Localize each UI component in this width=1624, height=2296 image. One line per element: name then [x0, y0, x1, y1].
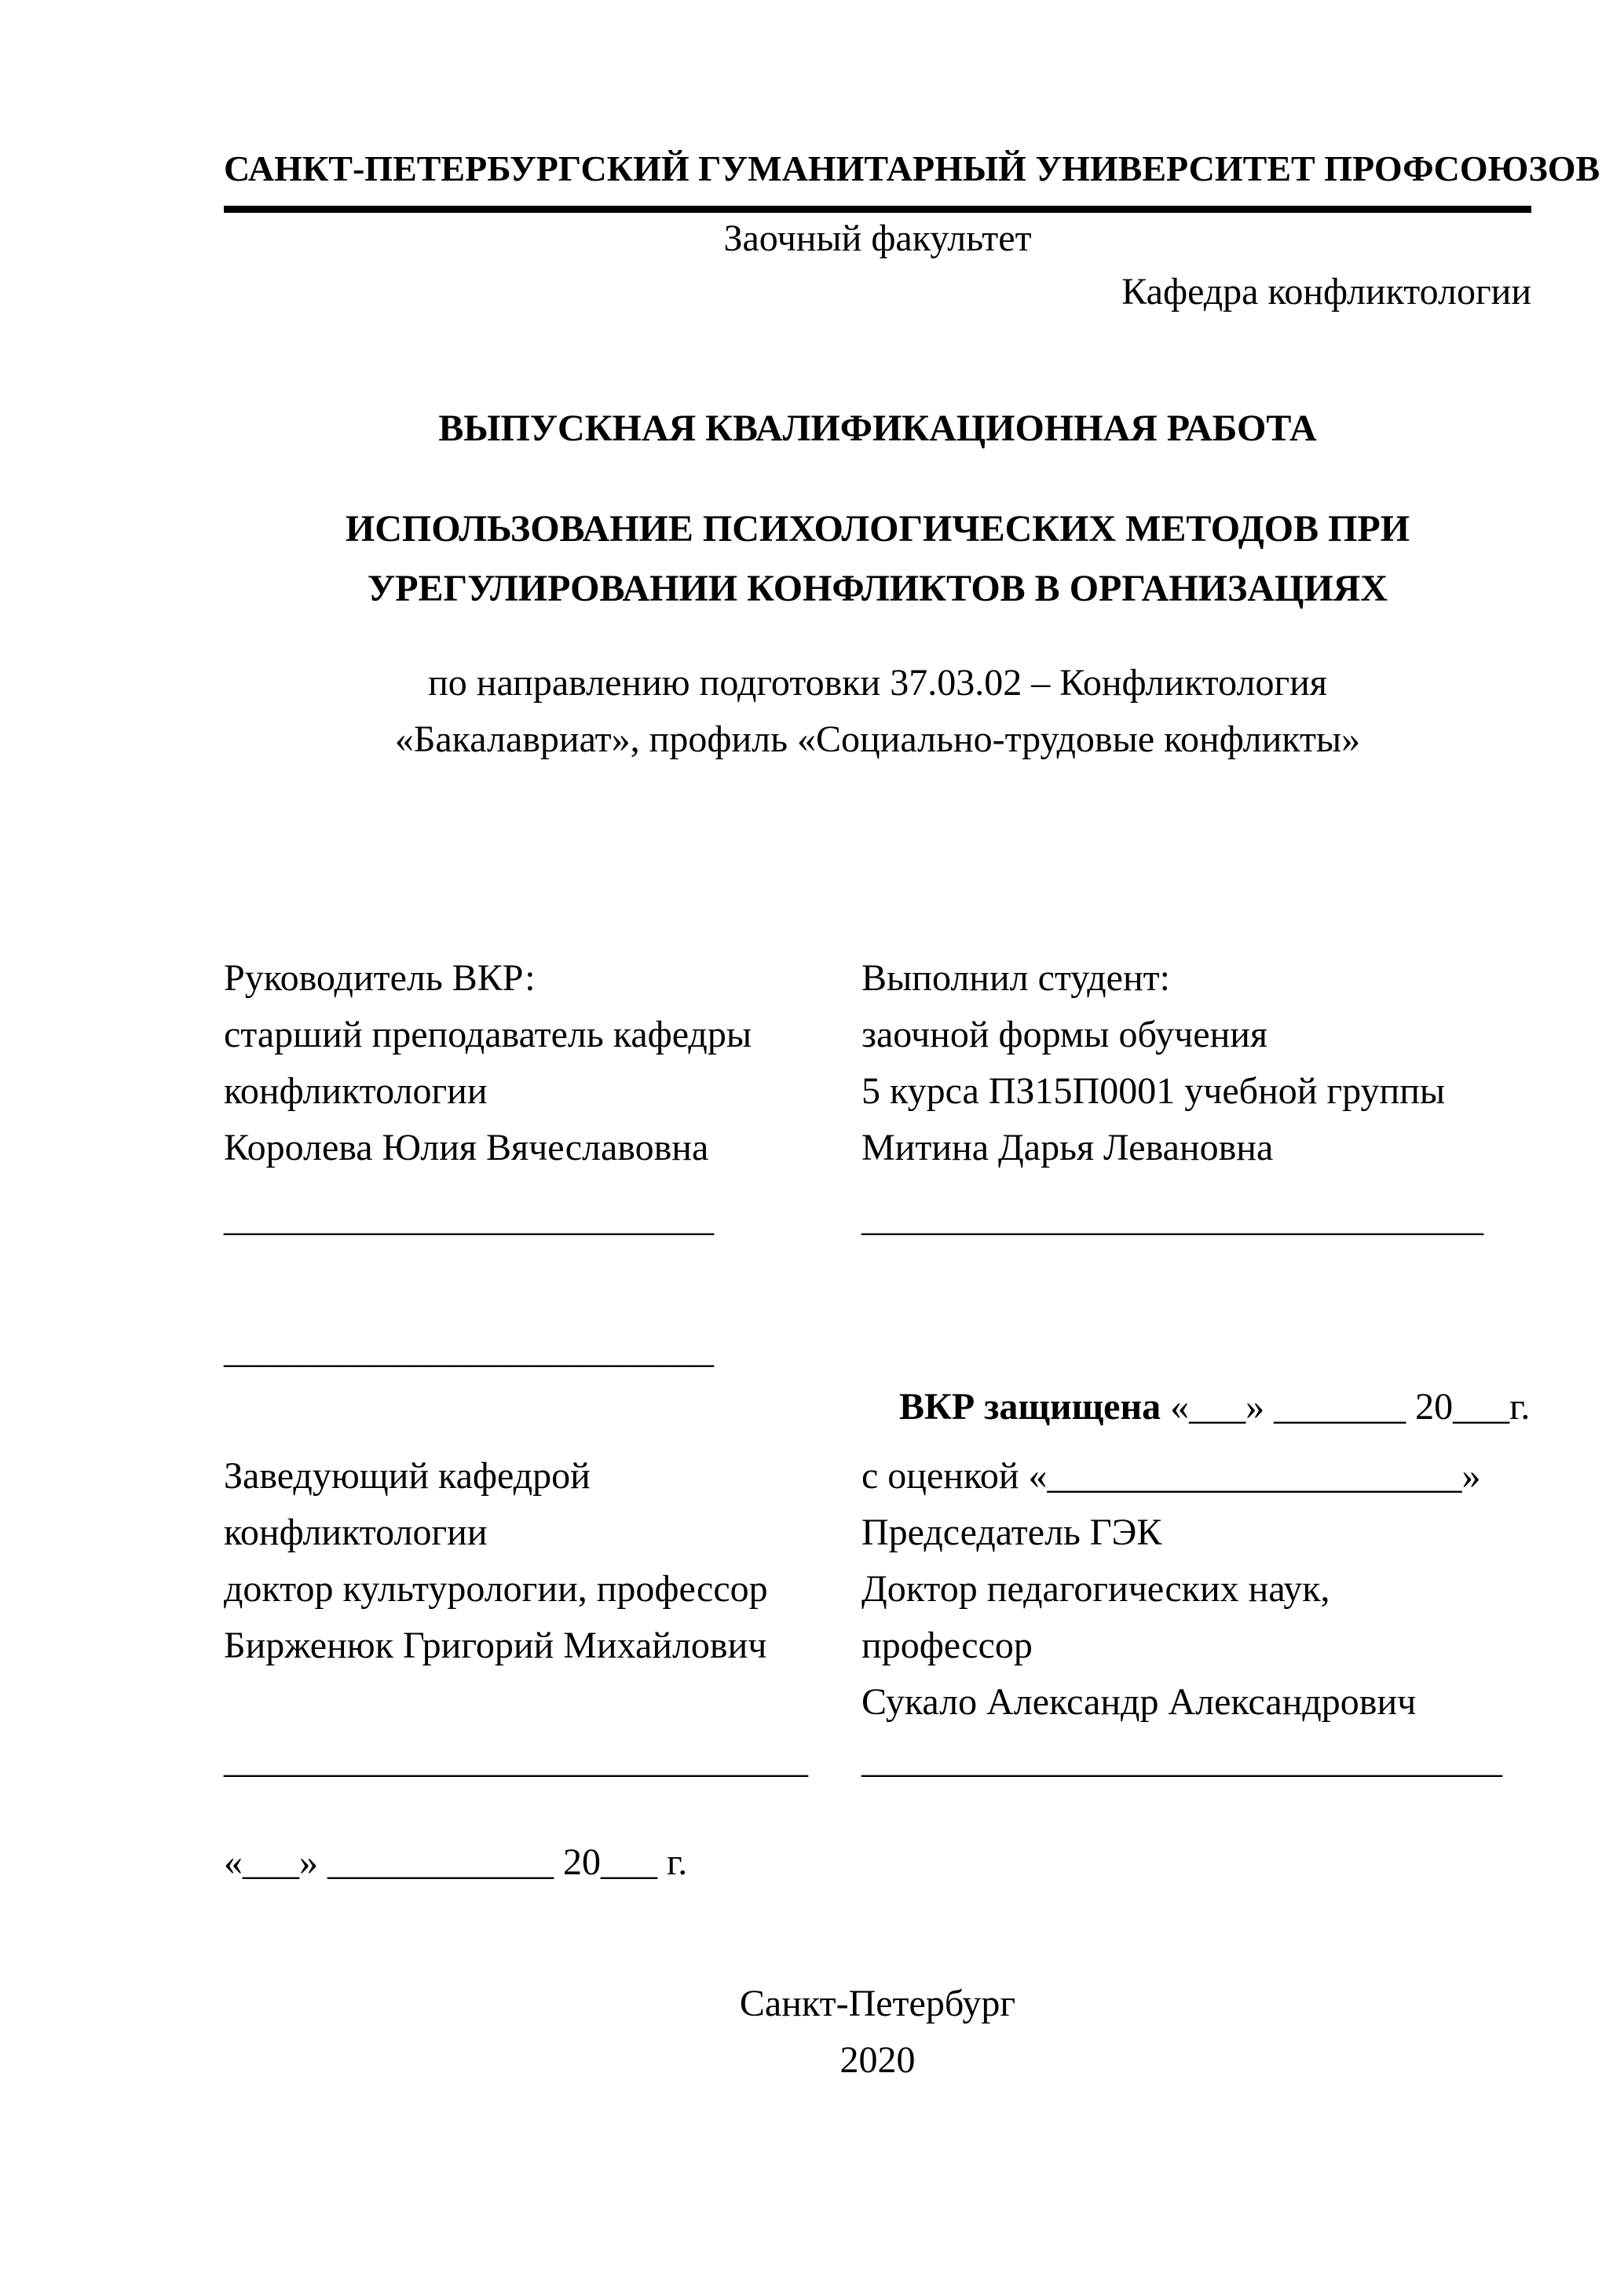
- supervisor-role-label: Руководитель ВКР:: [224, 957, 536, 999]
- student-label: Выполнил студент:: [861, 957, 1170, 999]
- footer-block: [224, 1976, 1531, 2089]
- student-study-form: заочной формы обучения: [861, 1014, 1268, 1055]
- head-degree: доктор культурологии, профессор: [224, 1568, 768, 1610]
- head-role-line1: Заведующий кафедрой: [224, 1455, 591, 1497]
- chairman-degree-line2: профессор: [861, 1625, 1033, 1666]
- thesis-title: [224, 499, 1531, 619]
- student-group: 5 курса ПЗ15П0001 учебной группы: [861, 1070, 1446, 1112]
- supervisor-position-line2: конфликтологии: [224, 1070, 488, 1112]
- program-block: [224, 655, 1531, 768]
- thesis-title-line2: УРЕГУЛИРОВАНИИ КОНФЛИКТОВ В ОРГАНИЗАЦИЯХ: [368, 568, 1388, 609]
- thesis-title-line1: ИСПОЛЬЗОВАНИЕ ПСИХОЛОГИЧЕСКИХ МЕТОДОВ ПРИ: [345, 508, 1410, 550]
- program-line2: «Бакалавриат», профиль «Социально-трудовые конфликты»: [394, 718, 1361, 760]
- university-name: САНКТ-ПЕТЕРБУРГСКИЙ ГУМАНИТАРНЫЙ УНИВЕРСИТЕТ ПРОФСОЮЗОВ: [224, 148, 1531, 213]
- student-signature-line: _________________________________: [861, 1197, 1483, 1239]
- work-type-heading: ВЫПУСКНАЯ КВАЛИФИКАЦИОННАЯ РАБОТА: [438, 408, 1317, 449]
- faculty-line: Заочный факультет: [723, 218, 1032, 259]
- head-signature-line: __________________________: [224, 1329, 714, 1371]
- chairman-signature-line: __________________________________: [861, 1739, 1502, 1781]
- footer-year: 2020: [839, 2039, 916, 2081]
- head-signature-line-2: _______________________________: [224, 1739, 808, 1781]
- footer-city: Санкт-Петербург: [739, 1983, 1016, 2024]
- defense-date-blank: «___» _______ 20___г.: [1161, 1386, 1531, 1428]
- supervisor-position-line1: старший преподаватель кафедры: [224, 1014, 752, 1055]
- program-line1: по направлению подготовки 37.03.02 – Конфликтология: [428, 662, 1327, 704]
- department-line: Кафедра конфликтологии: [1121, 271, 1531, 313]
- defense-committee-block: [861, 1448, 1537, 1731]
- chairman-name: Сукало Александр Александрович: [861, 1681, 1417, 1723]
- student-block: [861, 950, 1537, 1176]
- defense-label: ВКР защищена: [899, 1386, 1161, 1428]
- head-name: Бирженюк Григорий Михайлович: [224, 1625, 767, 1666]
- head-date-blank: «___» ____________ 20___ г.: [224, 1841, 688, 1883]
- supervisor-signature-line: __________________________: [224, 1197, 714, 1239]
- supervisor-block: [224, 950, 852, 1176]
- head-role-line2: конфликтологии: [224, 1512, 488, 1553]
- supervisor-name: Королева Юлия Вячеславовна: [224, 1127, 709, 1168]
- chairman-role: Председатель ГЭК: [861, 1512, 1162, 1553]
- student-name: Митина Дарья Левановна: [861, 1127, 1274, 1168]
- grade-line: с оценкой «______________________»: [861, 1455, 1481, 1497]
- head-of-department-block: [224, 1448, 852, 1674]
- chairman-degree-line1: Доктор педагогических наук,: [861, 1568, 1330, 1610]
